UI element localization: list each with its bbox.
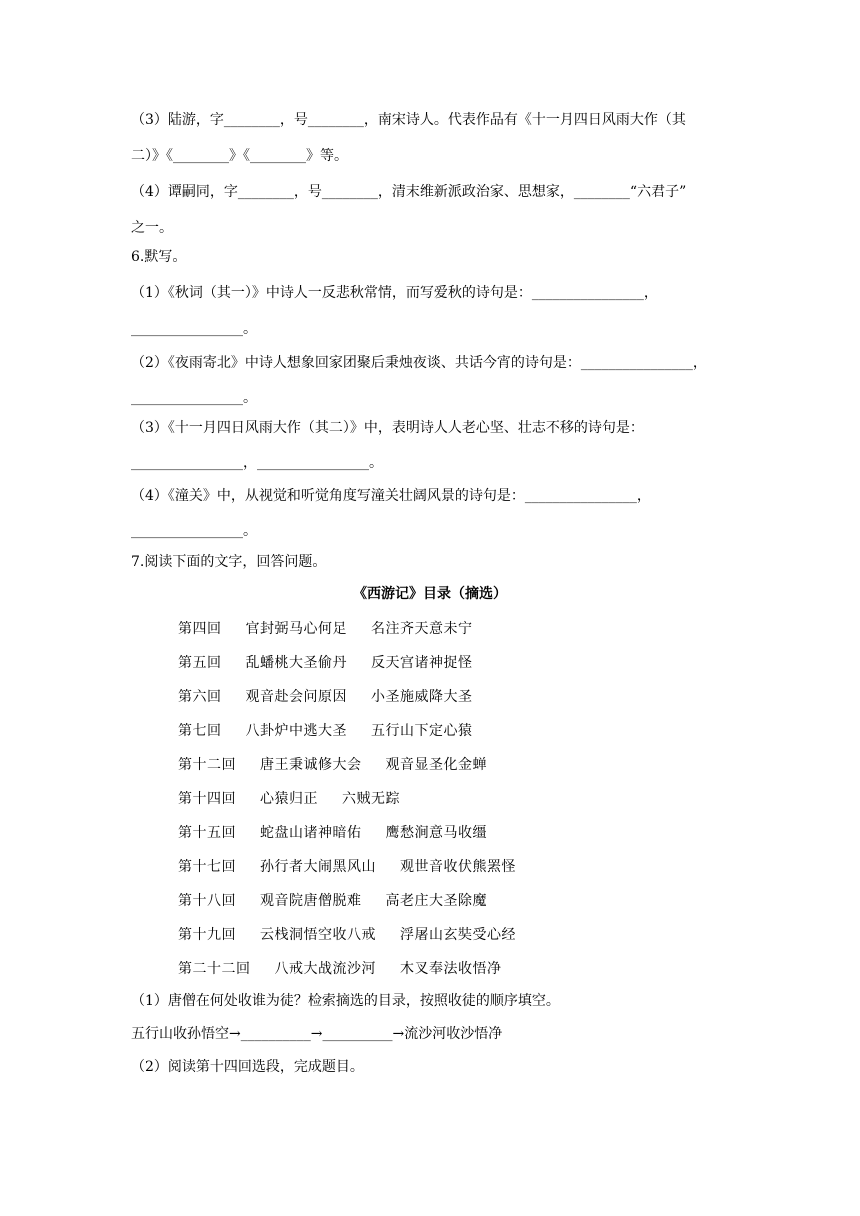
toc-row — [178, 789, 400, 809]
q7-sub1-fill: 五行山收孙悟空→__________→__________→流沙河收沙悟净 — [131, 1026, 503, 1042]
toc-row — [178, 959, 502, 979]
toc-chapter-number: 第六回 — [178, 689, 222, 705]
toc-chapter-number: 第十四回 — [178, 791, 236, 807]
toc-row — [178, 653, 473, 673]
toc-chapter-number: 第十二回 — [178, 757, 236, 773]
toc-chapter-title-part1: 八戒大战流沙河 — [274, 961, 376, 977]
q6-item3-line2: ________________，________________。 — [131, 455, 383, 471]
toc-chapter-number: 第四回 — [178, 621, 222, 637]
q6-item4-line2: ________________。 — [131, 523, 257, 539]
toc-chapter-number: 第十九回 — [178, 927, 236, 943]
q5-item4-line1: （4）谭嗣同，字________，号________，清末维新派政治家、思想家，________“六君子” — [131, 184, 687, 200]
toc-chapter-title-part1: 心猿归正 — [260, 791, 318, 807]
toc-row — [178, 823, 487, 843]
toc-chapter-title-part2: 高老庄大圣除魔 — [385, 893, 487, 909]
toc-chapter-title-part2: 鹰愁涧意马收缰 — [385, 825, 487, 841]
q5-item3-line1: （3）陆游，字________，号________，南宋诗人。代表作品有《十一月四日风雨大作（其 — [131, 112, 686, 128]
toc-chapter-title-part1: 孙行者大闹黑风山 — [260, 859, 376, 875]
toc-chapter-title-part2: 小圣施威降大圣 — [371, 689, 473, 705]
q7-sub1-question: （1）唐僧在何处收谁为徒？检索摘选的目录，按照收徒的顺序填空。 — [131, 993, 560, 1009]
toc-title: 《西游记》目录（摘选） — [353, 586, 507, 602]
toc-chapter-number: 第二十二回 — [178, 961, 251, 977]
toc-chapter-title-part1: 蛇盘山诸神暗佑 — [260, 825, 362, 841]
q5-item3-line2: 二）》《________》《________》等。 — [131, 148, 348, 164]
toc-chapter-number: 第十八回 — [178, 893, 236, 909]
toc-chapter-title-part2: 观世音收伏熊罴怪 — [400, 859, 516, 875]
toc-row — [178, 721, 473, 741]
toc-chapter-title-part1: 观音院唐僧脱难 — [260, 893, 362, 909]
toc-row — [178, 687, 473, 707]
toc-chapter-title-part2: 浮屠山玄奘受心经 — [400, 927, 516, 943]
q6-item1-line2: ________________。 — [131, 321, 257, 337]
toc-row — [178, 619, 473, 639]
q6-item3-line1: （3）《十一月四日风雨大作（其二）》中，表明诗人人老心坚、壮志不移的诗句是： — [131, 420, 644, 436]
toc-chapter-number: 第十七回 — [178, 859, 236, 875]
q6-item2-line1: （2）《夜雨寄北》中诗人想象回家团聚后秉烛夜谈、共话今宵的诗句是：________________， — [131, 355, 707, 371]
toc-chapter-title-part2: 木叉奉法收悟净 — [400, 961, 502, 977]
toc-chapter-title-part1: 八卦炉中逃大圣 — [245, 723, 347, 739]
toc-chapter-title-part2: 五行山下定心猿 — [371, 723, 473, 739]
toc-row — [178, 857, 516, 877]
toc-chapter-title-part2: 观音显圣化金蝉 — [385, 757, 487, 773]
toc-chapter-title-part2: 六贼无踪 — [342, 791, 400, 807]
toc-row — [178, 755, 487, 775]
q5-item4-line2: 之一。 — [131, 220, 173, 236]
toc-chapter-number: 第十五回 — [178, 825, 236, 841]
toc-chapter-number: 第五回 — [178, 655, 222, 671]
toc-chapter-number: 第七回 — [178, 723, 222, 739]
q6-item2-line2: ________________。 — [131, 390, 257, 406]
toc-chapter-title-part1: 云栈洞悟空收八戒 — [260, 927, 376, 943]
q7-sub2-question: （2）阅读第十四回选段，完成题目。 — [131, 1059, 364, 1075]
q6-item4-line1: （4）《潼关》中，从视觉和听觉角度写潼关壮阔风景的诗句是：________________， — [131, 488, 651, 504]
toc-chapter-title-part1: 观音赴会问原因 — [245, 689, 347, 705]
toc-chapter-title-part2: 名注齐天意未宁 — [371, 621, 473, 637]
toc-row — [178, 891, 487, 911]
q7-heading: 7.阅读下面的文字，回答问题。 — [131, 554, 327, 570]
q6-item1-line1: （1）《秋词（其一）》中诗人一反悲秋常情，而写爱秋的诗句是：________________， — [131, 285, 658, 301]
toc-chapter-title-part1: 官封弼马心何足 — [245, 621, 347, 637]
q6-heading: 6.默写。 — [131, 249, 187, 265]
toc-chapter-title-part1: 乱蟠桃大圣偷丹 — [245, 655, 347, 671]
toc-row — [178, 925, 516, 945]
toc-chapter-title-part1: 唐王秉诚修大会 — [260, 757, 362, 773]
toc-chapter-title-part2: 反天宫诸神捉怪 — [371, 655, 473, 671]
